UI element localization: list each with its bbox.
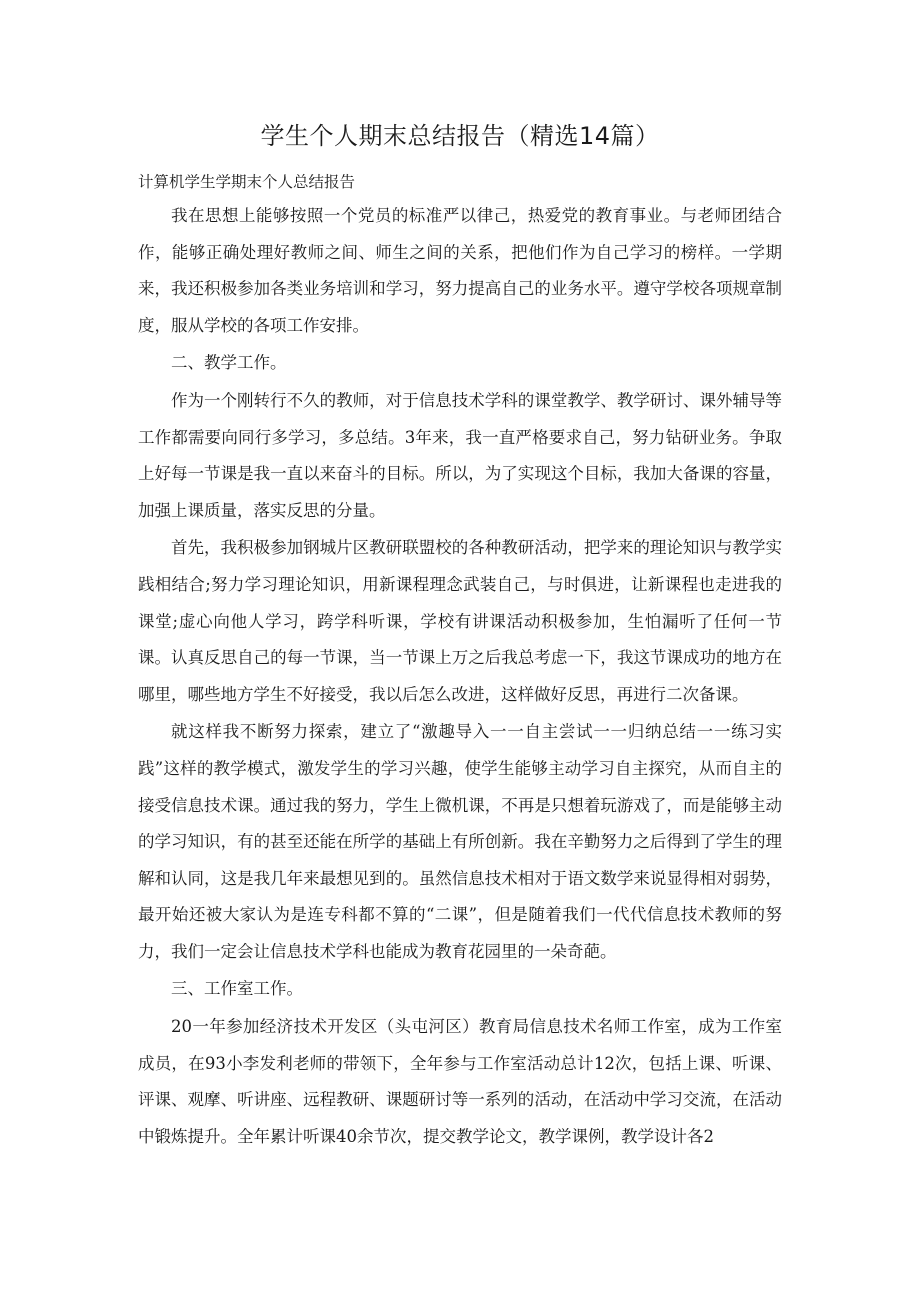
document-subtitle: 计算机学生学期末个人总结报告	[138, 173, 356, 191]
section-heading-studio: 三、工作室工作。	[171, 979, 303, 999]
section-heading-teaching: 二、教学工作。	[171, 353, 287, 373]
paragraph-research: 首先，我积极参加钢城片区教研联盟校的各种教研活动，把学来的理论知识与教学实践相结合;努力学习理论知识，用新课程理念武装自己，与时俱进，让新课程也走进我的课堂;虚心向他人学习，跨学科听课，学校有讲课活动积极参加，生怕漏听了任何一节课。认真反思自己的每一节课，当一节课上万之后我总考虑一下，我这节课成功的地方在哪里，哪些地方学生不好接受，我以后怎么改进，这样做好反思，再进行二次备课。	[138, 538, 782, 704]
paragraph-studio: 20一年参加经济技术开发区（头屯河区）教育局信息技术名师工作室，成为工作室成员，在93小李发利老师的带领下，全年参与工作室活动总计12次，包括上课、听课、评课、观摩、听讲座、远程教研、课题研讨等一系列的活动，在活动中学习交流，在活动中锻炼提升。全年累计听课40余节次，提交教学论文，教学课例，教学设计各2	[138, 1017, 782, 1146]
paragraph-intro: 我在思想上能够按照一个党员的标准严以律己，热爱党的教育事业。与老师团结合作，能够正确处理好教师之间、师生之间的关系，把他们作为自己学习的榜样。一学期来，我还积极参加各类业务培训和学习，努力提高自己的业务水平。遵守学校各项规章制度，服从学校的各项工作安排。	[138, 206, 782, 335]
paragraph-teaching: 作为一个刚转行不久的教师，对于信息技术学科的课堂教学、教学研讨、课外辅导等工作都需要向同行多学习，多总结。3年来，我一直严格要求自己，努力钻研业务。争取上好每一节课是我一直以来奋斗的目标。所以，为了实现这个目标，我加大备课的容量，加强上课质量，落实反思的分量。	[138, 390, 782, 520]
paragraph-teaching-model: 就这样我不断努力探索，建立了“激趣导入一一自主尝试一一归纳总结一一练习实践”这样的教学模式，激发学生的学习兴趣，使学生能够主动学习自主探究，从而自主的接受信息技术课。通过我的努力，学生上微机课，不再是只想着玩游戏了，而是能够主动的学习知识，有的甚至还能在所学的基础上有所创新。我在辛勤努力之后得到了学生的理解和认同，这是我几年来最想见到的。虽然信息技术相对于语文数学来说显得相对弱势，最开始还被大家认为是连专科都不算的“二课”，但是随着我们一代代信息技术教师的努力，我们一定会让信息技术学科也能成为教育花园里的一朵奇葩。	[138, 722, 782, 961]
document-body	[138, 198, 782, 1156]
document-title: 学生个人期末总结报告（精选14篇）	[260, 122, 660, 150]
